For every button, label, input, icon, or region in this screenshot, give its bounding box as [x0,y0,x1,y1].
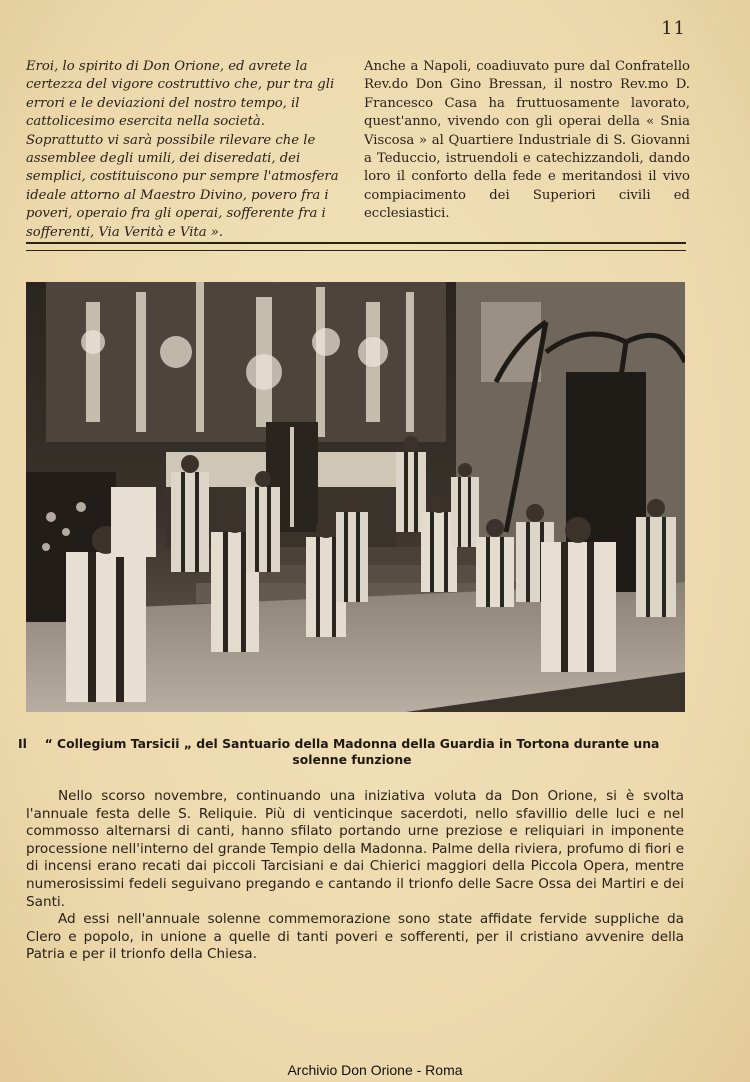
page-number: 11 [661,18,686,39]
right-column-text: Anche a Napoli, coadiuvato pure dal Confratello Rev.do Don Gino Bressan, il nostro Rev.mo D. Francesco Casa ha fruttuosamente lavorato, quest'anno, vivendo con gli operai della « Snia Viscosa » al Quartiere Industriale di S. Giovanni a Teduccio, istruendoli e catechizzandoli, dando loro il conforto della fede e meritandosi il vivo compiacimento dei Superiori civili ed ecclesiastici. [364,59,690,222]
divider-thin [26,250,686,251]
article-body [26,788,684,964]
left-column-text: Eroi, lo spirito di Don Orione, ed avrete la certezza del vigore costruttivo che, pur tra gli errori e le deviazioni del nostro tempo, il cattolicesimo esercita nella società. Soprattutto vi sarà possibile rilevare che le assemblee degli umili, dei diseredati, dei semplici, costituiscono pur sempre l'atmosfera ideale attorno al Maestro Divino, povero fra i poveri, operaio fra gli operai, sofferente fra i sofferenti, Via Verità e Vita ». [26,59,339,240]
divider-thick [26,242,686,244]
article-paragraph: Ad essi nell'annuale solenne commemorazione sono state affidate fervide suppliche da Clero e popolo, in unione a quelle di tanti poveri e sofferenti, per il cristiano avvenire della Patria e per il trionfo della Chiesa. [26,911,684,963]
photo-caption [18,736,686,768]
archive-footer: Archivio Don Orione - Roma [287,1062,463,1078]
left-column [26,58,344,242]
ceremony-photo-illustration [26,282,685,712]
article-paragraph: Nello scorso novembre, continuando una iniziativa voluta da Don Orione, si è svolta l'annuale festa delle S. Reliquie. Più di venticinque sacerdoti, nello sfavillio delle luci e nel commosso alternarsi di canti, hanno sfilato portando urne preziose e reliquiari in imponente processione nell'interno del grande Tempio della Madonna. Palme della riviera, profumo di fiori e di incensi erano recati dai piccoli Tarcisiani e dai Chierici maggiori della Piccola Opera, mentre numerosissimi fedeli seguivano pregando e cantando il trionfo delle Sacre Ossa dei Martiri e dei Santi. [26,788,684,910]
caption-mark: Il [18,736,27,751]
ceremony-photo [26,282,685,712]
caption-text: “ Collegium Tarsicii „ del Santuario della Madonna della Guardia in Tortona durante una solenne funzione [44,736,660,767]
right-column [364,58,690,224]
